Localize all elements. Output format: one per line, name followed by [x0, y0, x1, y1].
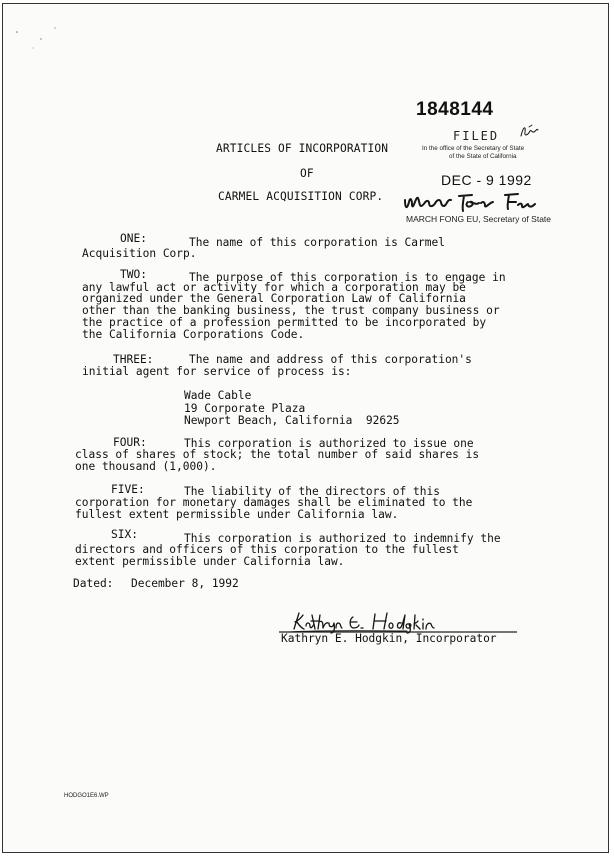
article-four-line-2: class of shares of stock; the total number of said shares is — [75, 448, 480, 461]
stamp-office-line-2: of the State of California — [449, 153, 517, 160]
article-three-line-2: initial agent for service of process is: — [82, 365, 352, 378]
document-number: 1848144 — [416, 99, 494, 120]
article-six-line-1: This corporation is authorized to indemnify the — [184, 532, 501, 545]
article-four-number: FOUR: — [113, 436, 147, 449]
article-one-number: ONE: — [120, 232, 147, 245]
article-two-line-3: organized under the General Corporation Law of California — [82, 292, 466, 305]
stamp-date: DEC - 9 1992 — [441, 172, 532, 188]
article-two-line-6: the California Corporations Code. — [82, 328, 305, 341]
title-line-2: OF — [300, 167, 314, 180]
article-five-line-1: The liability of the directors of this — [184, 485, 440, 498]
file-code: HODGO1E6.WP — [64, 793, 109, 799]
article-five-number: FIVE: — [111, 483, 145, 496]
title-line-1: ARTICLES OF INCORPORATION — [216, 142, 389, 155]
article-three-line-1: The name and address of this corporation's — [189, 353, 472, 366]
title-line-3: CARMEL ACQUISITION CORP. — [218, 190, 384, 203]
article-two-line-2: any lawful act or activity for which a corporation may be — [82, 281, 466, 294]
article-four-line-1: This corporation is authorized to issue one — [184, 437, 474, 450]
article-two-number: TWO: — [120, 268, 147, 281]
article-three-number: THREE: — [113, 353, 154, 366]
agent-street: 19 Corporate Plaza — [184, 402, 306, 415]
signer-name: Kathryn E. Hodgkin, Incorporator — [281, 632, 497, 645]
article-two-line-4: other than the banking business, the trust company business or — [82, 304, 500, 317]
article-two-line-5: the practice of a profession permitted to be incorporated by — [82, 316, 487, 329]
article-four-line-3: one thousand (1,000). — [75, 460, 217, 473]
article-one-line-2: Acquisition Corp. — [82, 247, 197, 260]
article-five-line-2: corporation for monetary damages shall be eliminated to the — [75, 496, 473, 509]
article-one-line-1: The name of this corporation is Carmel — [189, 236, 445, 249]
stamp-secretary-name: MARCH FONG EU, Secretary of State — [406, 214, 552, 224]
article-six-line-2: directors and officers of this corporation to the fullest — [75, 543, 459, 556]
scan-specks — [11, 24, 71, 54]
dated-label: Dated: — [73, 577, 114, 590]
initials-mark — [519, 123, 541, 141]
agent-city: Newport Beach, California 92625 — [184, 414, 400, 427]
article-two-line-1: The purpose of this corporation is to engage in — [189, 271, 506, 284]
dated-value: December 8, 1992 — [131, 577, 239, 590]
article-six-line-3: extent permissible under California law. — [75, 555, 345, 568]
document-page — [2, 3, 609, 853]
article-six-number: SIX: — [111, 528, 138, 541]
stamp-office-line-1: In the office of the Secretary of State — [422, 145, 525, 152]
stamp-filed: FILED — [453, 129, 500, 143]
agent-name: Wade Cable — [184, 389, 252, 402]
article-five-line-3: fullest extent permissible under California law. — [75, 508, 399, 521]
